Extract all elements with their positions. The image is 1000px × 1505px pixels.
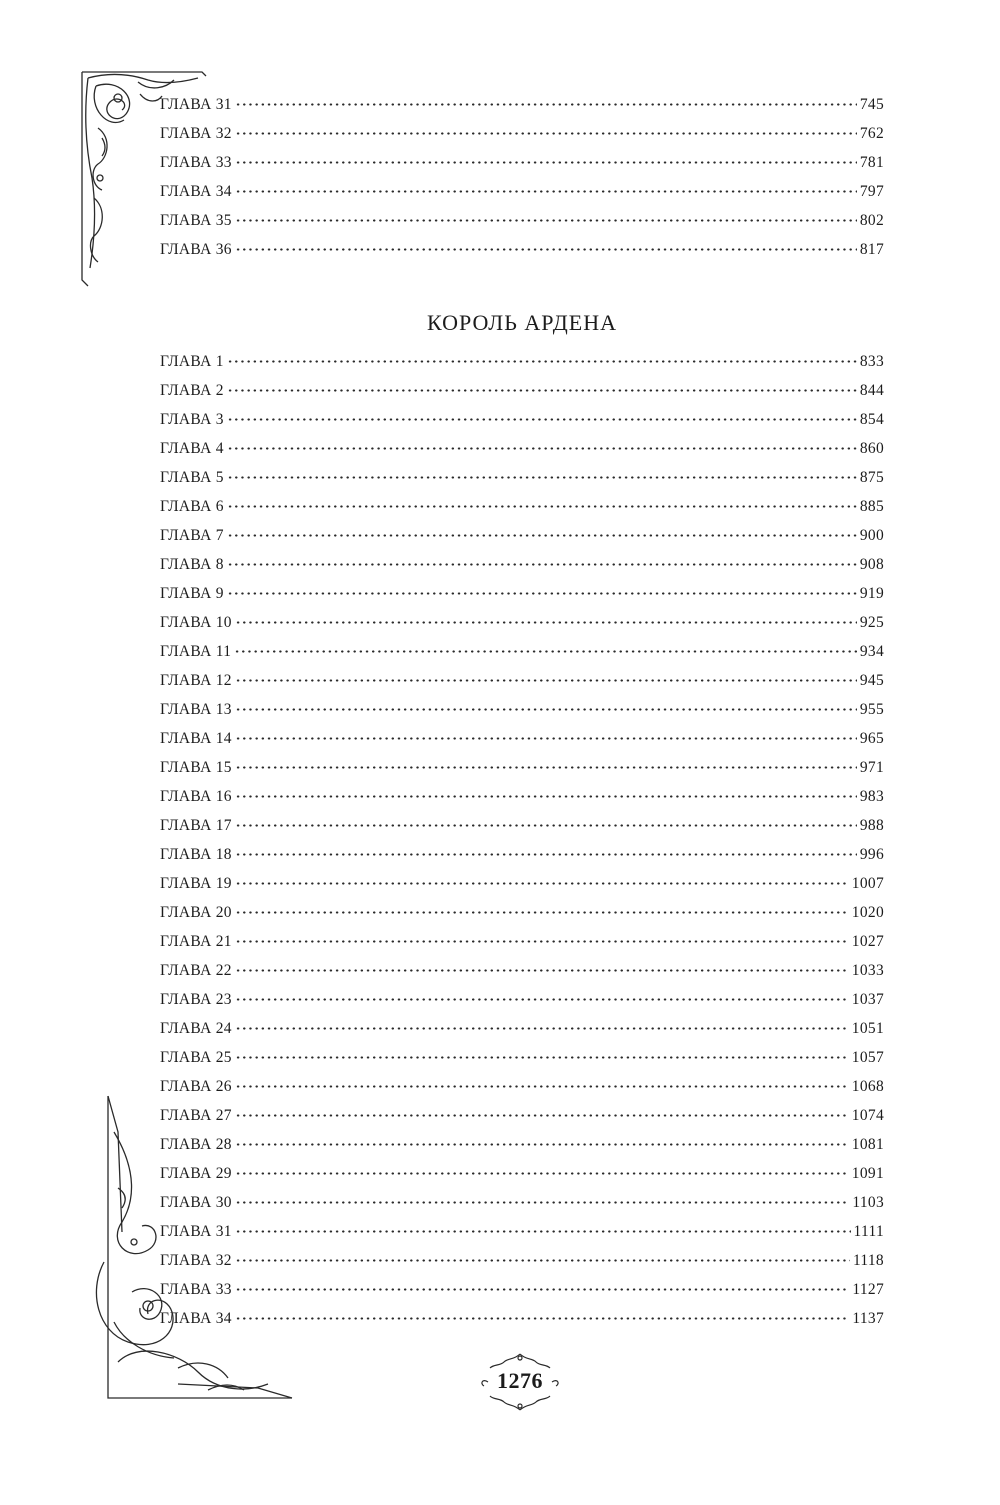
toc-entry[interactable]: [160, 730, 884, 759]
dot-leader: [235, 940, 849, 943]
toc-entry-page: 762: [859, 125, 884, 142]
toc-entry[interactable]: [160, 183, 884, 212]
toc-entry-title: ГЛАВА 21: [160, 933, 232, 950]
toc-entry[interactable]: [160, 440, 884, 469]
dot-leader: [235, 1143, 849, 1146]
toc-entry-title: ГЛАВА 35: [160, 212, 232, 229]
toc-entry-title: ГЛАВА 34: [160, 183, 232, 200]
toc-entry[interactable]: [160, 212, 884, 241]
toc-entry-page: 802: [859, 212, 884, 229]
toc-entry-title: ГЛАВА 1: [160, 353, 224, 370]
dot-leader: [234, 650, 857, 653]
toc-entry-page: 1137: [852, 1310, 884, 1327]
toc-entry-title: ГЛАВА 34: [160, 1310, 232, 1327]
toc-entry[interactable]: [160, 556, 884, 585]
toc-entry[interactable]: [160, 1136, 884, 1165]
dot-leader: [235, 882, 849, 885]
toc-entry[interactable]: [160, 1223, 884, 1252]
toc-entry-page: 875: [859, 469, 884, 486]
toc-entry-page: 971: [859, 759, 884, 776]
dot-leader: [235, 219, 857, 222]
toc-entry-page: 860: [859, 440, 884, 457]
dot-leader: [227, 563, 857, 566]
toc-entry[interactable]: [160, 962, 884, 991]
toc-entry-page: 1051: [851, 1020, 884, 1037]
dot-leader: [235, 103, 857, 106]
page-number-block: [478, 1352, 562, 1412]
toc-entry[interactable]: [160, 614, 884, 643]
toc-entry[interactable]: [160, 1310, 884, 1339]
toc-entry-title: ГЛАВА 18: [160, 846, 232, 863]
toc-entry-page: 908: [859, 556, 884, 573]
dot-leader: [235, 1114, 849, 1117]
dot-leader: [235, 1201, 850, 1204]
dot-leader: [235, 679, 857, 682]
toc-entry[interactable]: [160, 469, 884, 498]
dot-leader: [235, 911, 849, 914]
toc-entry-page: 833: [859, 353, 884, 370]
toc-entry[interactable]: [160, 241, 884, 270]
toc-entry-page: 1057: [851, 1049, 884, 1066]
toc-entry-title: ГЛАВА 9: [160, 585, 224, 602]
toc-entry[interactable]: [160, 1020, 884, 1049]
toc-entry[interactable]: [160, 1165, 884, 1194]
toc-entry-page: 1068: [851, 1078, 884, 1095]
toc-entry-title: ГЛАВА 32: [160, 1252, 232, 1269]
dot-leader: [235, 132, 857, 135]
dot-leader: [235, 795, 857, 798]
toc-entry-title: ГЛАВА 5: [160, 469, 224, 486]
toc-entry-page: 1118: [852, 1252, 884, 1269]
toc-entry-title: ГЛАВА 11: [160, 643, 232, 660]
dot-leader: [235, 998, 849, 1001]
toc-entry-title: ГЛАВА 16: [160, 788, 232, 805]
toc-entry-page: 996: [859, 846, 884, 863]
dot-leader: [227, 534, 857, 537]
toc-entry-title: ГЛАВА 13: [160, 701, 232, 718]
toc-entry[interactable]: [160, 1078, 884, 1107]
toc-entry[interactable]: [160, 585, 884, 614]
dot-leader: [235, 766, 857, 769]
toc-continued-list: [160, 96, 884, 270]
toc-entry[interactable]: [160, 701, 884, 730]
toc-entry-title: ГЛАВА 33: [160, 1281, 232, 1298]
dot-leader: [235, 1230, 851, 1233]
toc-entry-page: 1007: [851, 875, 884, 892]
toc-entry-title: ГЛАВА 19: [160, 875, 232, 892]
toc-entry[interactable]: [160, 817, 884, 846]
toc-entry-page: 983: [859, 788, 884, 805]
toc-entry[interactable]: [160, 1252, 884, 1281]
toc-entry[interactable]: [160, 759, 884, 788]
dot-leader: [235, 1172, 849, 1175]
toc-entry-page: 817: [859, 241, 884, 258]
toc-entry-page: 1127: [852, 1281, 884, 1298]
dot-leader: [227, 476, 857, 479]
toc-entry-page: 925: [859, 614, 884, 631]
toc-entry[interactable]: [160, 1107, 884, 1136]
toc-entry-title: ГЛАВА 17: [160, 817, 232, 834]
dot-leader: [235, 708, 857, 711]
dot-leader: [227, 447, 857, 450]
toc-entry[interactable]: [160, 1281, 884, 1310]
toc-entry[interactable]: [160, 904, 884, 933]
toc-entry-page: 900: [859, 527, 884, 544]
toc-entry-title: ГЛАВА 8: [160, 556, 224, 573]
toc-entry-page: 945: [859, 672, 884, 689]
dot-leader: [235, 161, 857, 164]
dot-leader: [235, 824, 857, 827]
toc-entry-title: ГЛАВА 33: [160, 154, 232, 171]
toc-entry-page: 745: [859, 96, 884, 113]
dot-leader: [235, 190, 857, 193]
dot-leader: [235, 248, 857, 251]
toc-entry[interactable]: [160, 672, 884, 701]
toc-entry-page: 854: [859, 411, 884, 428]
toc-entry-page: 797: [859, 183, 884, 200]
page-number: 1276: [497, 1368, 543, 1393]
toc-entry[interactable]: [160, 1194, 884, 1223]
toc-entry-page: 1103: [852, 1194, 884, 1211]
toc-entry[interactable]: [160, 353, 884, 382]
toc-entry-title: ГЛАВА 15: [160, 759, 232, 776]
toc-entry-page: 955: [859, 701, 884, 718]
toc-entry-page: 1027: [851, 933, 884, 950]
toc-entry-page: 1033: [851, 962, 884, 979]
toc-entry-title: ГЛАВА 31: [160, 96, 232, 113]
toc-entry-title: ГЛАВА 25: [160, 1049, 232, 1066]
toc-entry-title: ГЛАВА 26: [160, 1078, 232, 1095]
dot-leader: [235, 1027, 849, 1030]
dot-leader: [227, 505, 857, 508]
toc-entry-title: ГЛАВА 31: [160, 1223, 232, 1240]
toc-entry-title: ГЛАВА 23: [160, 991, 232, 1008]
toc-entry-title: ГЛАВА 20: [160, 904, 232, 921]
toc-entry-title: ГЛАВА 24: [160, 1020, 232, 1037]
dot-leader: [227, 389, 857, 392]
toc-entry-page: 919: [859, 585, 884, 602]
toc-entry-title: ГЛАВА 7: [160, 527, 224, 544]
dot-leader: [227, 360, 857, 363]
toc-entry-title: ГЛАВА 27: [160, 1107, 232, 1124]
toc-entry-page: 1074: [851, 1107, 884, 1124]
toc-entry[interactable]: [160, 154, 884, 183]
section-title: КОРОЛЬ АРДЕНА: [426, 310, 618, 335]
toc-entry-page: 1111: [853, 1223, 884, 1240]
dot-leader: [235, 1085, 849, 1088]
toc-entry-title: ГЛАВА 6: [160, 498, 224, 515]
dot-leader: [227, 418, 857, 421]
toc-entry-page: 781: [859, 154, 884, 171]
toc-entry-page: 988: [859, 817, 884, 834]
toc-entry[interactable]: [160, 498, 884, 527]
toc-entry-title: ГЛАВА 4: [160, 440, 224, 457]
dot-leader: [235, 1259, 850, 1262]
toc-entry-page: 1081: [851, 1136, 884, 1153]
dot-leader: [235, 1056, 849, 1059]
toc-entry-title: ГЛАВА 10: [160, 614, 232, 631]
toc-entry[interactable]: [160, 933, 884, 962]
toc-entry-title: ГЛАВА 2: [160, 382, 224, 399]
toc-entry[interactable]: [160, 846, 884, 875]
dot-leader: [227, 592, 857, 595]
dot-leader: [235, 853, 857, 856]
toc-entry-title: ГЛАВА 14: [160, 730, 232, 747]
toc-entry[interactable]: [160, 991, 884, 1020]
toc-entry[interactable]: [160, 411, 884, 440]
toc-entry[interactable]: [160, 96, 884, 125]
toc-entry-title: ГЛАВА 29: [160, 1165, 232, 1182]
toc-entry[interactable]: [160, 527, 884, 556]
toc-entry[interactable]: [160, 643, 884, 672]
toc-entry-title: ГЛАВА 3: [160, 411, 224, 428]
toc-entry-page: 1037: [851, 991, 884, 1008]
toc-entry-title: ГЛАВА 12: [160, 672, 232, 689]
toc-entry-title: ГЛАВА 30: [160, 1194, 232, 1211]
toc-entry-page: 965: [859, 730, 884, 747]
toc-entry[interactable]: [160, 788, 884, 817]
toc-entry[interactable]: [160, 125, 884, 154]
dot-leader: [235, 1317, 850, 1320]
toc-entry[interactable]: [160, 382, 884, 411]
toc-entry-page: 934: [859, 643, 884, 660]
toc-entry-page: 885: [859, 498, 884, 515]
toc-entry-page: 844: [859, 382, 884, 399]
toc-section-list: [160, 353, 884, 1339]
toc-entry[interactable]: [160, 1049, 884, 1078]
dot-leader: [235, 621, 857, 624]
toc-entry-title: ГЛАВА 36: [160, 241, 232, 258]
toc-entry-page: 1020: [851, 904, 884, 921]
toc-entry-page: 1091: [851, 1165, 884, 1182]
dot-leader: [235, 969, 849, 972]
toc-entry-title: ГЛАВА 28: [160, 1136, 232, 1153]
dot-leader: [235, 1288, 850, 1291]
toc-entry-title: ГЛАВА 32: [160, 125, 232, 142]
dot-leader: [235, 737, 857, 740]
toc-entry-title: ГЛАВА 22: [160, 962, 232, 979]
toc-entry[interactable]: [160, 875, 884, 904]
